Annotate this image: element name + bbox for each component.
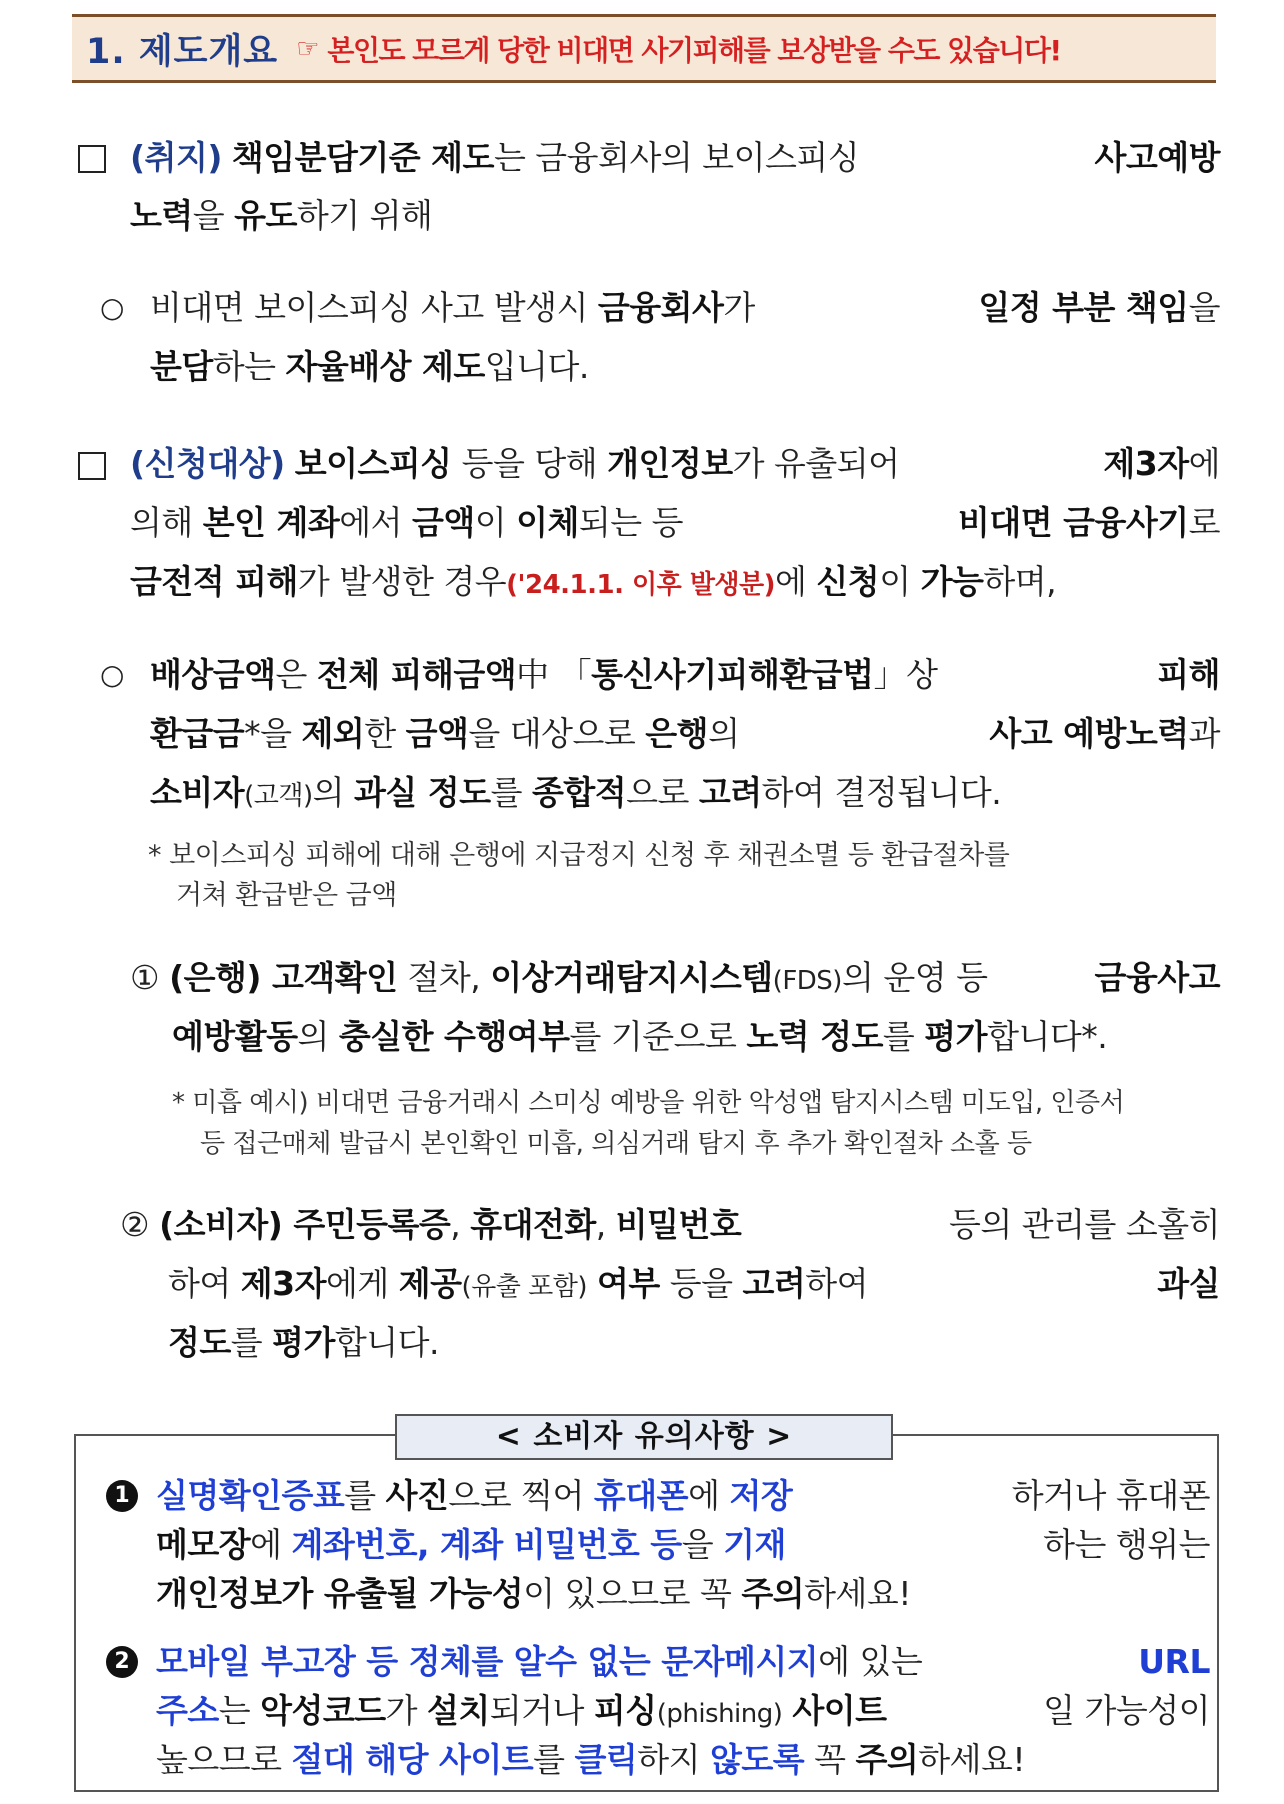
target-line-1: (신청대상) 보이스피싱 등을 당해 개인정보가 유출되어 제3자에	[130, 444, 1220, 483]
purpose-sub-line-1: 비대면 보이스피싱 사고 발생시 금융회사가 일정 부분 책임을	[150, 288, 1220, 327]
warning-2-line-2: 주소는 악성코드가 설치되거나 피싱(phishing) 사이트 일 가능성이	[156, 1691, 1210, 1730]
bank-criteria-line-1: ① (은행) 고객확인 절차, 이상거래탐지시스템(FDS)의 운영 등 금융사고	[130, 958, 1220, 997]
date-condition: ('24.1.1. 이후 발생분)	[506, 570, 776, 600]
section-tagline: 본인도 모르게 당한 비대면 사기피해를 보상받을 수도 있습니다!	[327, 33, 1061, 67]
footnote-bank-line-1: * 미흡 예시) 비대면 금융거래시 스미싱 예방을 위한 악성앱 탐지시스템 미도입, 인증서	[172, 1088, 1125, 1118]
purpose-sub-line-2: 분담하는 자율배상 제도입니다.	[150, 347, 589, 386]
circle-bullet-icon: ○	[100, 658, 125, 691]
compensation-line-1: 배상금액은 전체 피해금액中 「통신사기피해환급법」상 피해	[150, 655, 1220, 694]
consumer-criteria-line-3: 정도를 평가합니다.	[168, 1323, 440, 1362]
purpose-line-1: (취지) 책임분담기준 제도는 금융회사의 보이스피싱 사고예방	[130, 138, 1220, 177]
number-2-icon: 2	[106, 1646, 138, 1678]
compensation-line-3: 소비자(고객)의 과실 정도를 종합적으로 고려하여 결정됩니다.	[150, 773, 1002, 812]
footnote-bank-line-2: 등 접근매체 발급시 본인확인 미흡, 의심거래 탐지 후 추가 확인절차 소홀 등	[200, 1129, 1032, 1159]
warning-1-line-2: 메모장에 계좌번호, 계좌 비밀번호 등을 기재 하는 행위는	[156, 1525, 1210, 1564]
warning-title: < 소비자 유의사항 >	[395, 1414, 893, 1460]
bank-criteria-line-2: 예방활동의 충실한 수행여부를 기준으로 노력 정도를 평가합니다*.	[172, 1017, 1108, 1056]
warning-2-line-3: 높으므로 절대 해당 사이트를 클릭하지 않도록 꼭 주의하세요!	[156, 1740, 1026, 1779]
target-line-2: 의해 본인 계좌에서 금액이 이체되는 등 비대면 금융사기로	[130, 503, 1220, 542]
consumer-criteria-line-1: ② (소비자) 주민등록증, 휴대전화, 비밀번호 등의 관리를 소홀히	[120, 1205, 1220, 1244]
compensation-line-2: 환급금*을 제외한 금액을 대상으로 은행의 사고 예방노력과	[150, 714, 1220, 753]
warning-1-line-1: 실명확인증표를 사진으로 찍어 휴대폰에 저장 하거나 휴대폰	[156, 1476, 1210, 1515]
section-header	[72, 14, 1216, 83]
section-title: 1. 제도개요	[86, 31, 279, 72]
pointing-hand-icon: ☞	[296, 33, 320, 64]
circle-bullet-icon: ○	[100, 291, 125, 324]
checkbox-square-icon	[78, 452, 106, 480]
warning-1-line-3: 개인정보가 유출될 가능성이 있으므로 꼭 주의하세요!	[156, 1574, 912, 1613]
checkbox-square-icon	[78, 145, 106, 173]
purpose-line-2: 노력을 유도하기 위해	[130, 196, 433, 235]
footnote-refund-line-2: 거쳐 환급받은 금액	[176, 880, 397, 911]
footnote-refund-line-1: * 보이스피싱 피해에 대해 은행에 지급정지 신청 후 채권소멸 등 환급절차를	[148, 840, 1010, 871]
target-line-3: 금전적 피해가 발생한 경우('24.1.1. 이후 발생분)에 신청이 가능하며,	[130, 562, 1057, 601]
warning-2-line-1: 모바일 부고장 등 정체를 알수 없는 문자메시지에 있는 URL	[156, 1642, 1210, 1681]
consumer-criteria-line-2: 하여 제3자에게 제공(유출 포함) 여부 등을 고려하여 과실	[168, 1264, 1220, 1303]
number-1-icon: 1	[106, 1480, 138, 1512]
